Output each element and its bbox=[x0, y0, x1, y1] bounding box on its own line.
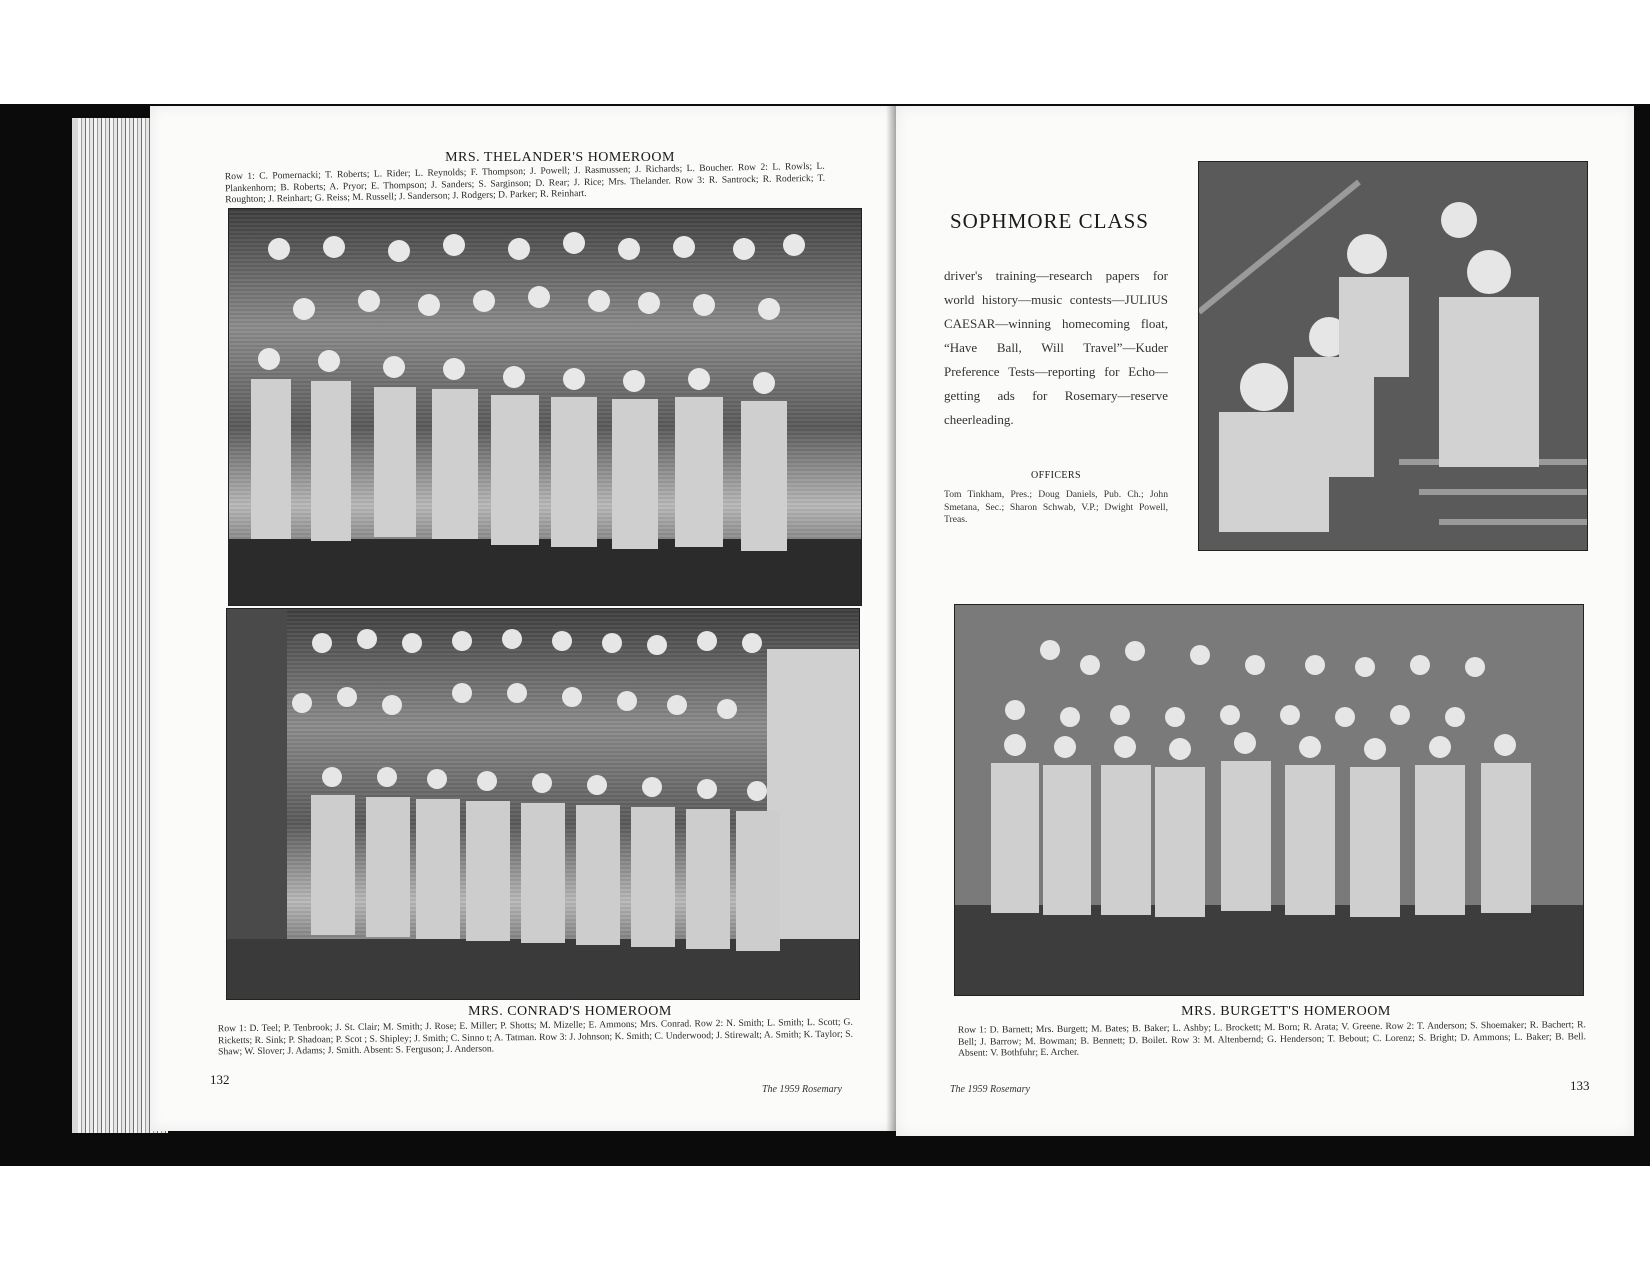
conrad-homeroom-caption: Row 1: D. Teel; P. Tenbrook; J. St. Clair; M. Smith; J. Rose; E. Miller; P. Shotts; M. Mizelle; E. Ammons; Mrs. Conrad. Row 2: N. Smith; L. Smith; L. Scott; G. Ricketts; R. Sink; P. Shadoan; P. Scot ; S. Shipley; J. Smith; C. Sinno t; A. Tatman. Row 3: J. Johnson; K. Smith; C. Underwood; J. Stirewalt; A. Smith; K. Taylor; S. Shaw; W. Slover; J. Adams; J. Smith. Absent: S. Ferguson; J. Anderson. bbox=[217, 1016, 854, 1058]
right-page-footer: The 1959 Rosemary bbox=[950, 1084, 1030, 1095]
group-photo-illustration bbox=[229, 209, 861, 605]
sophomore-officers-photo bbox=[1198, 161, 1588, 551]
conrad-homeroom-title: MRS. CONRAD'S HOMEROOM bbox=[468, 1004, 672, 1019]
burgett-homeroom-caption: Row 1: D. Barnett; Mrs. Burgett; M. Bates; B. Baker; L. Ashby; L. Brockett; M. Born; R. Arata; V. Greene. Row 2: T. Anderson; S. Shoemaker; R. Bachert; R. Bell; J. Barrow; M. Bowman; B. Bennett; D. Boilet. Row 3: M. Altenbernd; G. Henderson; T. Bebout; C. Lorenz; S. Bright; D. Ammons; L. Baker; B. Bell. Absent: V. Bothfuhr; E. Archer. bbox=[957, 1019, 1587, 1059]
group-photo-illustration bbox=[227, 609, 859, 999]
burgett-homeroom-photo bbox=[954, 604, 1584, 996]
sophomore-activities-text: driver's training—research papers for world history—music contests—JULIUS CAESAR—winning homecoming float, “Have Ball, Will Travel”—Kuder Preference Tests—reporting for Echo—getting ads for Rosemary—reserve cheerleading. bbox=[944, 268, 1168, 427]
thelander-homeroom-photo bbox=[228, 208, 862, 606]
thelander-homeroom-title: MRS. THELANDER'S HOMEROOM bbox=[445, 150, 675, 165]
officers-heading: OFFICERS bbox=[1031, 470, 1081, 481]
officers-photo-illustration bbox=[1199, 162, 1587, 550]
officers-list: Tom Tinkham, Pres.; Doug Daniels, Pub. Ch.; John Smetana, Sec.; Sharon Schwab, V.P.; Dwight Powell, Treas. bbox=[944, 489, 1168, 525]
page-number-right: 133 bbox=[1570, 1078, 1590, 1093]
page-number-left: 132 bbox=[210, 1072, 230, 1087]
left-page-footer: The 1959 Rosemary bbox=[762, 1084, 842, 1095]
group-photo-illustration bbox=[955, 605, 1583, 995]
conrad-homeroom-photo bbox=[226, 608, 860, 1000]
section-title: SOPHMORE CLASS bbox=[950, 209, 1149, 233]
burgett-homeroom-title: MRS. BURGETT'S HOMEROOM bbox=[1181, 1004, 1391, 1019]
thelander-homeroom-caption: Row 1: C. Pomernacki; T. Roberts; L. Rider; L. Reynolds; F. Thompson; J. Powell; J. Rasmussen; J. Richards; L. Boucher. Row 2: L. Rowls; L. Plankenhorn; B. Roberts; A. Pryor; E. Thompson; J. Sanders; S. Sarginson; D. Rear; J. Rice; Mrs. Thelander. Row 3: R. Santrock; R. Roderick; T. Roughton; J. Reinhart; G. Reiss; M. Russell; J. Sanderson; J. Rodgers; D. Parker; R. Reinhart. bbox=[224, 160, 826, 206]
